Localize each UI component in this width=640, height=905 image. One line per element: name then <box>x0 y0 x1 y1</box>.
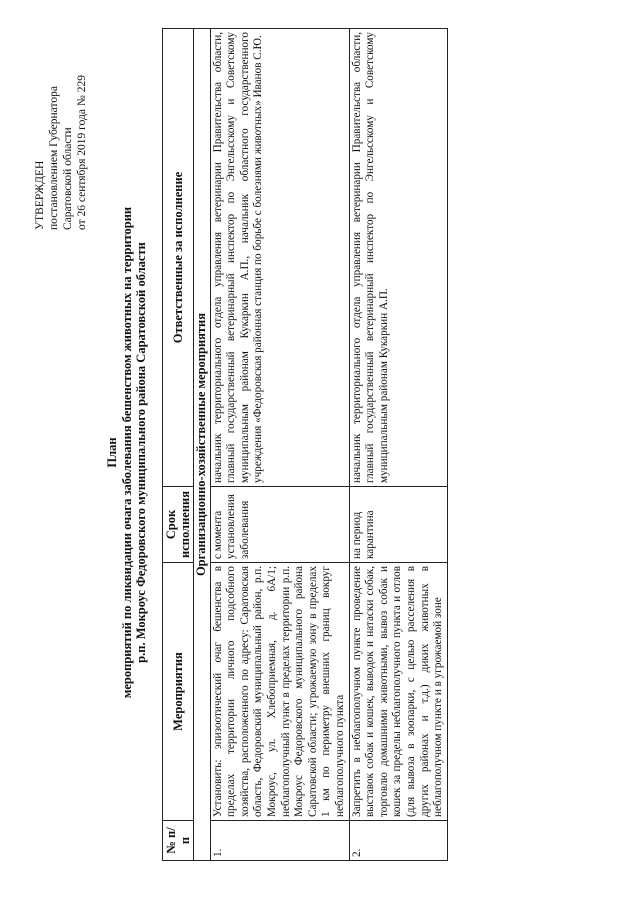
measures-table <box>162 28 448 861</box>
plan-title-location: р.п. Мокроус Федоровского муниципального района Саратовской области <box>134 242 148 663</box>
plan-title-subject: мероприятий по ликвидации очага заболевания бешенством животных на территории <box>119 206 134 699</box>
row-number: 1. <box>210 821 349 861</box>
approval-date: от 26 сентября 2019 года № 229 <box>76 75 88 230</box>
plan-title <box>105 0 149 905</box>
row-number: 2. <box>349 821 447 861</box>
approval-region: Саратовской области <box>62 127 74 230</box>
approval-decree: постановлением Губернатора <box>48 86 60 230</box>
row-responsible: начальник территориального отдела управления ветеринарии Правительства области, главный государственный ветеринарный инспектор по Энгельсскому и Советскому муниципальным районам Кукаркин А.П., начальник областного государственного учреждения «Федоровская районная станция по борьбе с болезнями животных» Иванов С.Ю. <box>210 29 349 487</box>
section-title: Организационно-хозяйственные мероприятия <box>194 29 211 861</box>
approval-stamp <box>33 10 89 230</box>
header-responsible: Ответственные за исполнение <box>163 29 194 487</box>
row-term: на период карантина <box>349 487 447 563</box>
header-num: № п/п <box>163 821 194 861</box>
row-responsible: начальник территориального отдела управления ветеринарии Правительства области, главный государственный ветеринарный инспектор по Энгельсскому и Советскому муниципальным районам Кукаркин А.П. <box>349 29 447 487</box>
row-measure: Установить: эпизоотический очаг бешенства в пределах территории личного подсобного хозяйства, расположенного по адресу: Саратовская область, Федоровский муниципальный район, р.п. Мокроус, ул. Хлебоприемная, д. 6А/1; неблагополучный пункт в пределах территории р.п. Мокроус Федоровского муниципального района Саратовской области; угрожаемую зону в пределах 1 км по периметру внешних границ вокруг неблагополучного пункта <box>210 563 349 821</box>
table-header-row <box>163 29 194 861</box>
row-measure: Запретить в неблагополучном пункте проведение выставок собак и кошек, выводок и натаски собак, торговлю домашними животными, вывоз собак и кошек за пределы неблагополучного пункта и отлов (для вывоза в зоопарки, с целью расселения в других районах и т.д.) диких животных в неблагополучном пункте и в угрожаемой зоне <box>349 563 447 821</box>
approval-heading: УТВЕРЖДЕН <box>34 160 46 230</box>
section-row <box>194 29 211 861</box>
table-row <box>349 29 447 861</box>
plan-title-word: План <box>105 437 119 468</box>
table-row <box>210 29 349 861</box>
header-term: Срок исполнения <box>163 487 194 563</box>
header-measures: Мероприятия <box>163 563 194 821</box>
row-term: с момента установления заболевания <box>210 487 349 563</box>
